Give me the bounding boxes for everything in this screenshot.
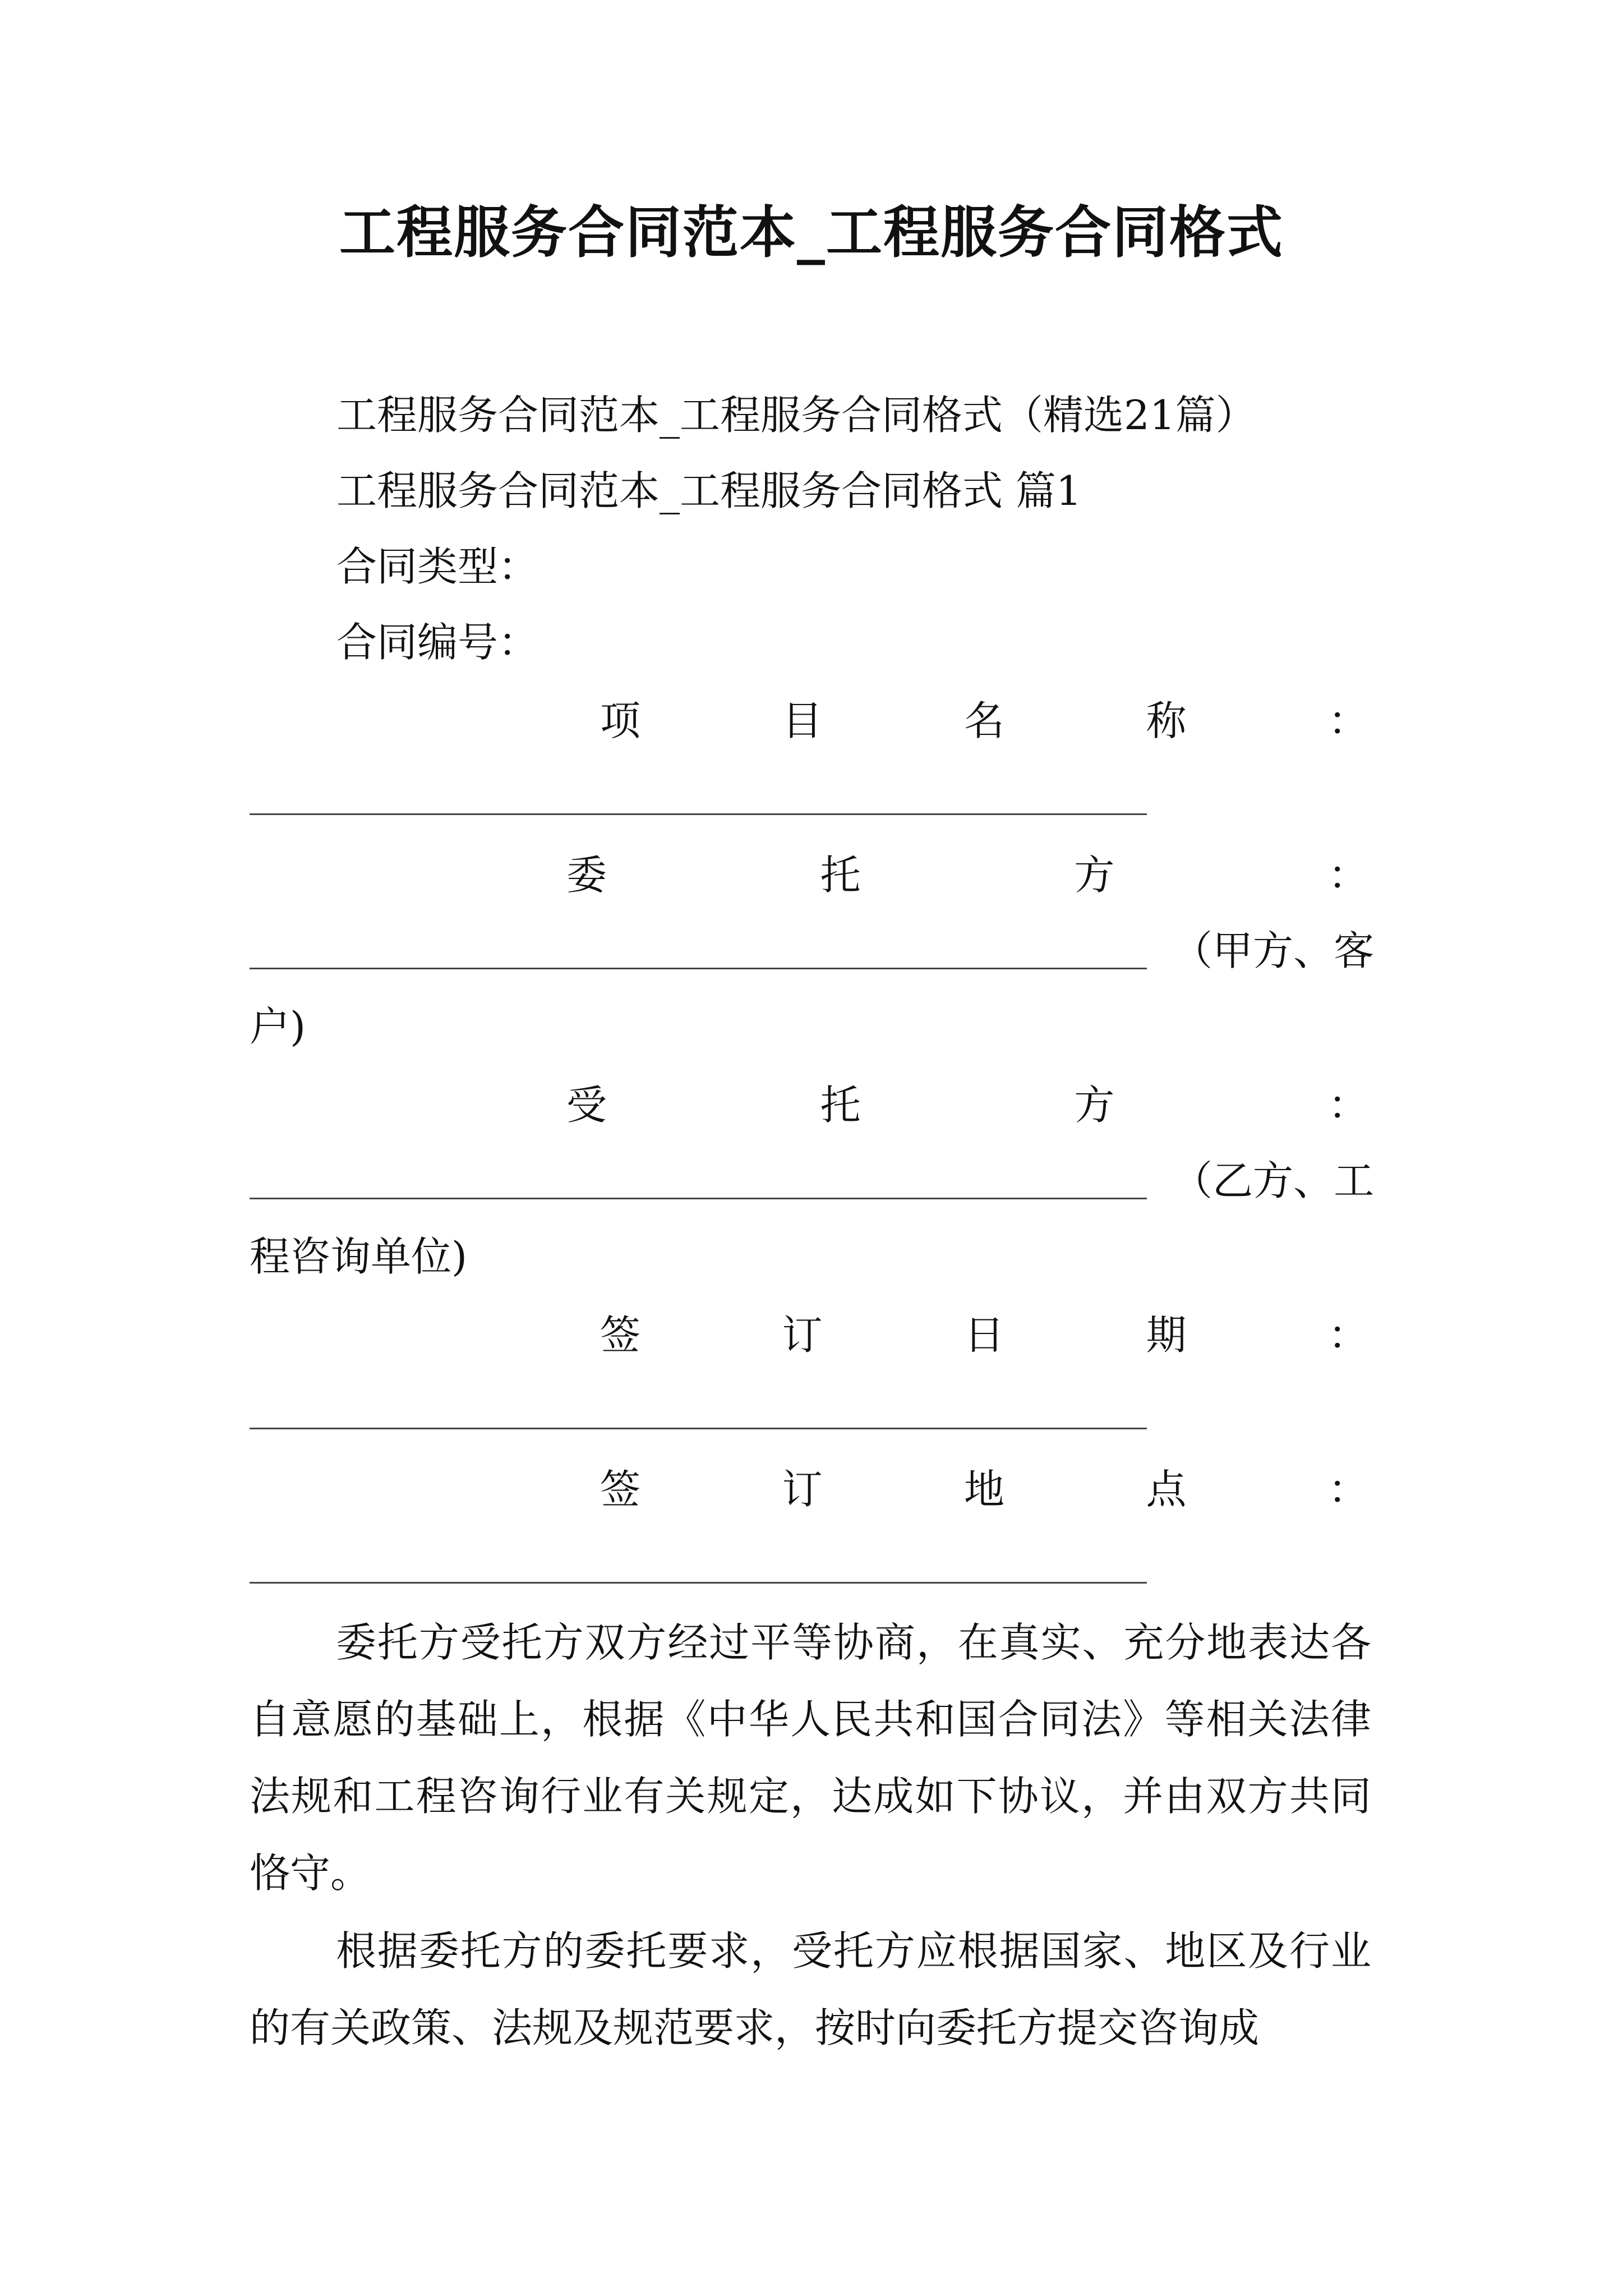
- char: ：: [1327, 1466, 1368, 1513]
- contract-type-label: 合同类型：: [336, 543, 539, 590]
- char: 称: [1146, 697, 1187, 744]
- char: 订: [782, 1312, 823, 1359]
- char: 签: [600, 1312, 641, 1359]
- body-paragraph: 根据委托方的委托要求，受托方应根据国家、地区及行业的有关政策、法规及规范要求，按时向委托方提交咨询成: [250, 1927, 1371, 2051]
- char: 托: [820, 852, 861, 899]
- body-paragraph: 委托方受托方双方经过平等协商，在真实、充分地表达各自意愿的基础上，根据《中华人民共和国合同法》等相关法律法规和工程咨询行业有关规定，达成如下协议，并由双方共同恪守。: [250, 1619, 1371, 1897]
- char: 名: [963, 697, 1004, 744]
- char: 日: [963, 1312, 1004, 1359]
- char: 甲: [1212, 927, 1253, 974]
- char: 受: [566, 1082, 607, 1129]
- char: 客: [1334, 927, 1375, 974]
- char: 目: [782, 697, 823, 744]
- char: 乙: [1212, 1157, 1253, 1204]
- char: 期: [1146, 1312, 1187, 1359]
- char: 签: [600, 1466, 641, 1513]
- char: 、: [1293, 927, 1334, 974]
- contractor-note: [1172, 1153, 1375, 1209]
- client-blank: [250, 968, 1147, 969]
- char: 方: [1253, 1157, 1294, 1204]
- char: 托: [820, 1082, 861, 1129]
- char: 地: [963, 1466, 1004, 1513]
- char: 工: [1334, 1157, 1375, 1204]
- char: 方: [1074, 1082, 1115, 1129]
- sign-date-label: [600, 1307, 1368, 1363]
- project-name-blank: [250, 813, 1147, 815]
- char: 项: [600, 697, 641, 744]
- sign-place-label: [600, 1461, 1368, 1517]
- client-note-continued: 户): [250, 1003, 306, 1050]
- char: （: [1172, 1157, 1213, 1204]
- char: 、: [1293, 1157, 1334, 1204]
- client-note: [1172, 923, 1375, 979]
- project-name-label: [600, 693, 1368, 749]
- contract-number-label: 合同编号：: [336, 619, 539, 666]
- char: 委: [566, 852, 607, 899]
- document-title: 工程服务合同范本_工程服务合同格式: [339, 200, 1284, 265]
- char: （: [1172, 927, 1213, 974]
- contractor-blank: [250, 1198, 1147, 1199]
- char: 订: [782, 1466, 823, 1513]
- section-heading: 工程服务合同范本_工程服务合同格式 篇1: [336, 467, 1082, 514]
- client-label: [566, 847, 1368, 903]
- char: ：: [1327, 1082, 1368, 1129]
- char: 点: [1146, 1466, 1187, 1513]
- subtitle: 工程服务合同范本_工程服务合同格式（精选21篇）: [336, 392, 1256, 439]
- char: 方: [1253, 927, 1294, 974]
- contractor-label: [566, 1077, 1368, 1133]
- char: ：: [1327, 1312, 1368, 1359]
- sign-date-blank: [250, 1428, 1147, 1429]
- char: ：: [1327, 852, 1368, 899]
- char: ：: [1327, 697, 1368, 744]
- sign-place-blank: [250, 1582, 1147, 1584]
- char: 方: [1074, 852, 1115, 899]
- contractor-note-continued: 程咨询单位): [250, 1233, 468, 1280]
